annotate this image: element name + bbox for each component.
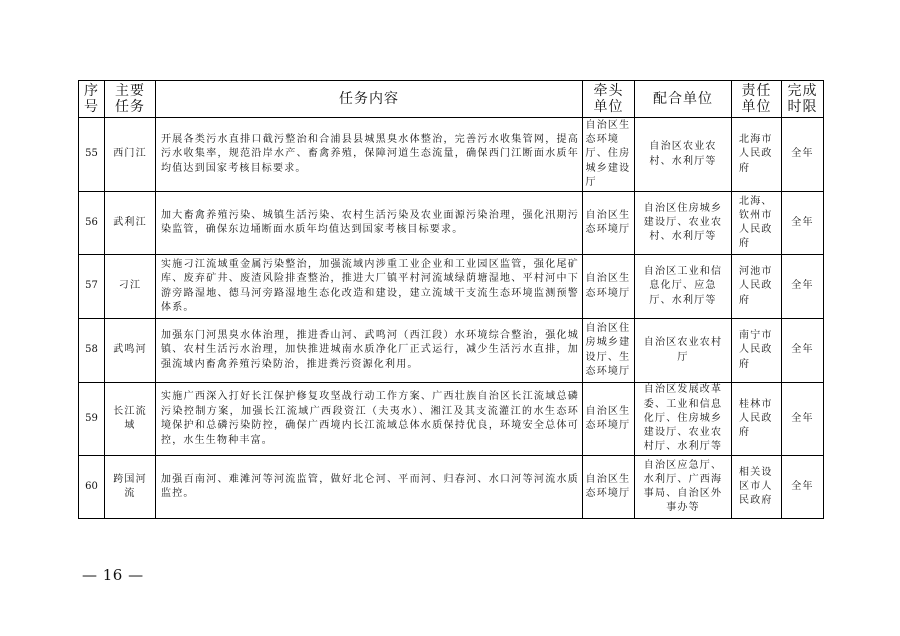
task-name-cell xyxy=(105,383,156,456)
task-name-cell xyxy=(105,118,156,192)
header-number: 序号 xyxy=(84,83,99,115)
task-name: 跨国河流 xyxy=(113,473,147,499)
responsible-unit-cell xyxy=(732,456,782,519)
row-number: 58 xyxy=(79,319,105,383)
lead-unit-cell xyxy=(583,383,635,456)
task-content: 加强东门河黑臭水体治理，推进香山河、武鸣河（西江段）水环境综合整治，强化城镇、农村生活污水治理，加快推进城南水质净化厂正式运行，减少生活污水直排，加强流域内畜禽养殖污染防治，推进粪污资源化利用。 xyxy=(161,329,579,370)
responsible-unit: 南宁市人民政府 xyxy=(739,330,773,370)
lead-unit: 自治区生态环境厅 xyxy=(585,473,631,499)
deadline: 全年 xyxy=(782,383,824,456)
lead-unit-cell xyxy=(583,319,635,383)
lead-unit-cell xyxy=(583,456,635,519)
lead-unit-cell xyxy=(583,192,635,255)
deadline: 全年 xyxy=(782,255,824,319)
task-name-cell xyxy=(105,192,156,255)
responsible-unit: 河池市人民政府 xyxy=(739,266,773,306)
responsible-unit-cell xyxy=(732,118,782,192)
cooperating-units: 自治区农业农村厅 xyxy=(643,337,723,363)
deadline: 全年 xyxy=(782,118,824,192)
lead-unit: 自治区生态环境厅 xyxy=(585,405,631,431)
header-deadline-cell xyxy=(782,81,824,118)
header-content-cell xyxy=(156,81,583,118)
responsible-unit-cell xyxy=(732,383,782,456)
row-number: 59 xyxy=(79,383,105,456)
cooperating-units: 自治区发展改革委、工业和信息化厅、住房城乡建设厅、农业农村厅、水利厅等 xyxy=(643,384,723,453)
row-number: 56 xyxy=(79,192,105,255)
lead-unit: 自治区生态环境厅 xyxy=(585,273,631,299)
header-row xyxy=(79,81,824,118)
responsible-unit: 北海市人民政府 xyxy=(739,134,773,174)
table-row xyxy=(79,192,824,255)
deadline: 全年 xyxy=(782,192,824,255)
lead-unit: 自治区住房城乡建设厅、生态环境厅 xyxy=(585,323,631,377)
table-row xyxy=(79,456,824,519)
header-number-cell xyxy=(79,81,105,118)
header-task: 主要任务 xyxy=(115,83,145,115)
cooperating-units: 自治区工业和信息化厅、应急厅、水利厅等 xyxy=(643,266,723,306)
task-name: 西门江 xyxy=(113,148,147,160)
table-row xyxy=(79,255,824,319)
task-content-cell xyxy=(156,456,583,519)
header-coop-cell xyxy=(635,81,732,118)
header-content: 任务内容 xyxy=(339,91,399,107)
task-name: 武利江 xyxy=(113,216,147,228)
task-content: 开展各类污水直排口截污整治和合浦县县城黑臭水体整治，完善污水收集管网，提高污水收集率，规范沿岸水产、畜禽养殖，保障河道生态流量，确保西门江断面水质年均值达到国家考核目标要求。 xyxy=(161,133,579,174)
cooperating-units-cell xyxy=(635,192,732,255)
responsible-unit-cell xyxy=(732,255,782,319)
header-resp: 责任单位 xyxy=(741,83,772,115)
header-resp-cell xyxy=(732,81,782,118)
cooperating-units-cell xyxy=(635,456,732,519)
header-task-cell xyxy=(105,81,156,118)
page-number: — 16 — xyxy=(82,566,144,584)
responsible-unit: 北海、钦州市人民政府 xyxy=(739,195,773,250)
row-number: 57 xyxy=(79,255,105,319)
cooperating-units-cell xyxy=(635,319,732,383)
task-table xyxy=(78,80,824,519)
lead-unit: 自治区生态环境厅、住房城乡建设厅 xyxy=(585,119,631,188)
task-content: 实施刁江流域重金属污染整治，加强流域内涉重工业企业和工业园区监管，强化尾矿库、废弃矿井、废渣风险排查整治，推进大厂镇平村河流域绿荫塘湿地、平村河中下游旁路湿地、德马河旁路湿地生态化改造和建设，建立流域干支流生态环境监测预警体系。 xyxy=(161,258,579,313)
lead-unit-cell xyxy=(583,118,635,192)
table-row xyxy=(79,383,824,456)
cooperating-units-cell xyxy=(635,255,732,319)
table-row xyxy=(79,319,824,383)
responsible-unit-cell xyxy=(732,319,782,383)
cooperating-units: 自治区农业农村、水利厅等 xyxy=(649,141,717,167)
task-content-cell xyxy=(156,383,583,456)
task-content-cell xyxy=(156,192,583,255)
row-number: 55 xyxy=(79,118,105,192)
task-name: 长江流域 xyxy=(113,405,147,431)
task-content-cell xyxy=(156,255,583,319)
deadline: 全年 xyxy=(782,456,824,519)
header-deadline: 完成时限 xyxy=(787,83,818,115)
cooperating-units-cell xyxy=(635,383,732,456)
responsible-unit: 相关设区市人民政府 xyxy=(739,466,773,507)
task-content: 加强百南河、难滩河等河流监管，做好北仑河、平而河、归春河、水口河等河流水质监控。 xyxy=(161,473,579,499)
task-content-cell xyxy=(156,319,583,383)
lead-unit: 自治区生态环境厅 xyxy=(585,209,631,235)
responsible-unit: 桂林市人民政府 xyxy=(739,398,773,439)
header-lead: 牵头单位 xyxy=(593,83,624,115)
task-name: 武鸣河 xyxy=(113,344,147,356)
row-number: 60 xyxy=(79,456,105,519)
task-name: 刁江 xyxy=(118,280,142,292)
cooperating-units: 自治区住房城乡建设厅、农业农村、水利厅等 xyxy=(643,202,723,243)
task-name-cell xyxy=(105,319,156,383)
task-content: 加大畜禽养殖污染、城镇生活污染、农村生活污染及农业面源污染治理，强化汛期污染监管，确保东边埇断面水质年均值达到国家考核目标要求。 xyxy=(161,209,579,235)
task-name-cell xyxy=(105,255,156,319)
responsible-unit-cell xyxy=(732,192,782,255)
deadline: 全年 xyxy=(782,319,824,383)
task-name-cell xyxy=(105,456,156,519)
table-row xyxy=(79,118,824,192)
header-coop: 配合单位 xyxy=(653,91,713,107)
header-lead-cell xyxy=(583,81,635,118)
cooperating-units-cell xyxy=(635,118,732,192)
task-content-cell xyxy=(156,118,583,192)
lead-unit-cell xyxy=(583,255,635,319)
task-content: 实施广西深入打好长江保护修复攻坚战行动工作方案、广西壮族自治区长江流域总磷污染控制方案，加强长江流域广西段资江（夫夷水）、湘江及其支流灌江的水生态环境保护和总磷污染防控，确保广西境内长江流域总体水质保持优良，环境安全总体可控，水生生物种丰富。 xyxy=(161,391,579,446)
cooperating-units: 自治区应急厅、水利厅、广西海事局、自治区外事办等 xyxy=(643,459,723,514)
